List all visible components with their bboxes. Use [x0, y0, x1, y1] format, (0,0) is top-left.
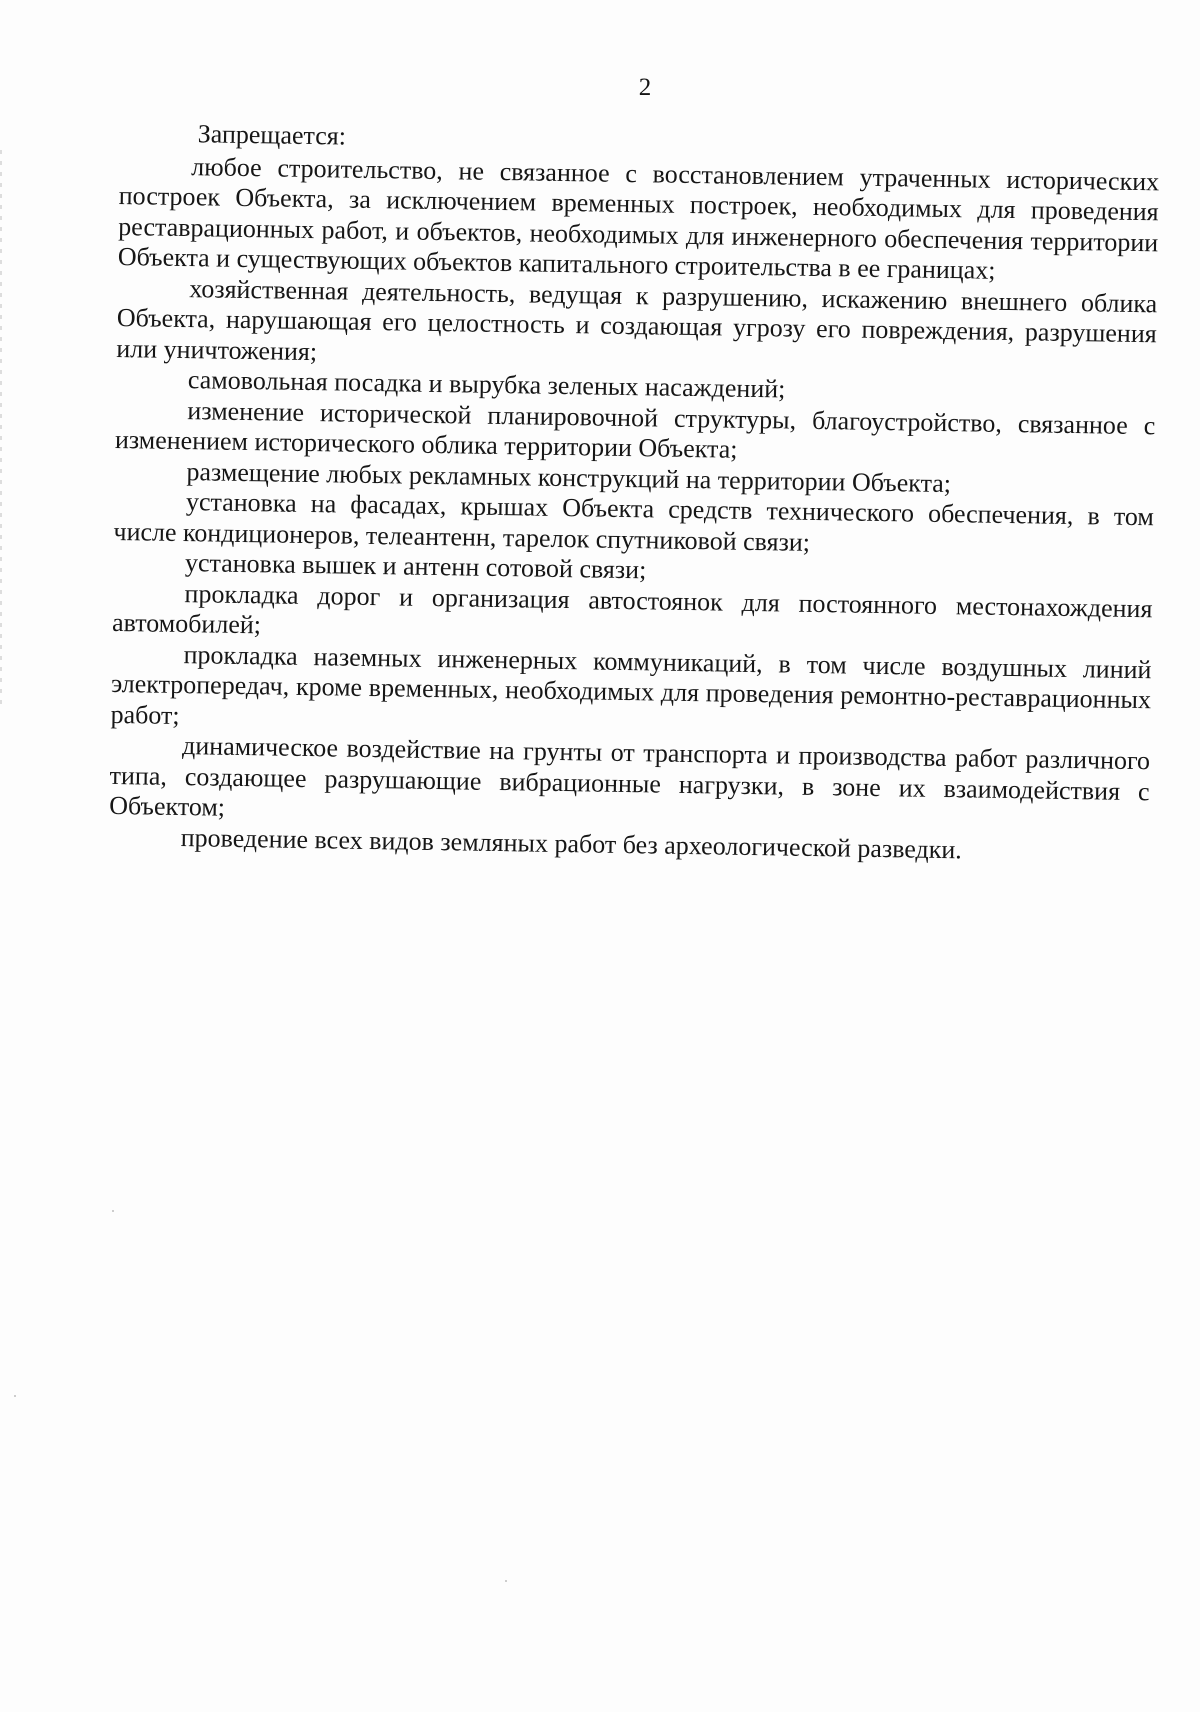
prohibition-item: любое строительство, не связанное с восстановлением утраченных исторических построек Объекта, за исключением временных построек, необходимых для проведения реставрационных работ, и объектов, необходимых для инженерного обеспечения территории Объекта и существующих объектов капитального строительства в ее границах;: [117, 151, 1160, 285]
page-number: 2: [638, 74, 652, 101]
prohibition-item: проведение всех видов земляных работ без археологической разведки.: [180, 822, 963, 864]
prohibition-item: прокладка наземных инженерных коммуникаций, в том числе воздушных линий электропередач, кроме временных, необходимых для проведения ремонтно-реставрационных работ;: [110, 639, 1152, 730]
document-body: [108, 118, 1159, 868]
scan-speck: [505, 1580, 507, 1582]
prohibition-item: хозяйственная деятельность, ведущая к разрушению, искажению внешнего облика Объекта, нарушающая его целостность и создающая угрозу его повреждения, разрушения или уничтожения;: [116, 273, 1158, 366]
prohibition-item: динамическое воздействие на грунты от транспорта и производства работ различного типа, создающее разрушающие вибрационные нагрузки, в зоне их взаимодействия с Объектом;: [108, 731, 1151, 822]
prohibition-item: прокладка дорог и организация автостоянок для постоянного местонахождения автомобилей;: [111, 578, 1153, 640]
scan-speck: [14, 1395, 16, 1397]
prohibition-item: изменение исторической планировочной структуры, благоустройство, связанное с изменением исторического облика территории Объекта;: [114, 395, 1156, 464]
section-heading: Запрещается:: [197, 119, 347, 151]
prohibition-item: установка на фасадах, крышах Объекта средств технического обеспечения, в том числе кондиционеров, телеантенн, тарелок спутниковой связи;: [113, 487, 1155, 557]
scan-edge-artifact: [0, 150, 2, 710]
scan-speck: [112, 1210, 114, 1212]
prohibition-item: размещение любых рекламных конструкций на территории Объекта;: [186, 456, 952, 498]
prohibition-item: самовольная посадка и вырубка зеленых насаждений;: [187, 365, 786, 404]
prohibition-item: установка вышек и антенн сотовой связи;: [184, 548, 647, 585]
